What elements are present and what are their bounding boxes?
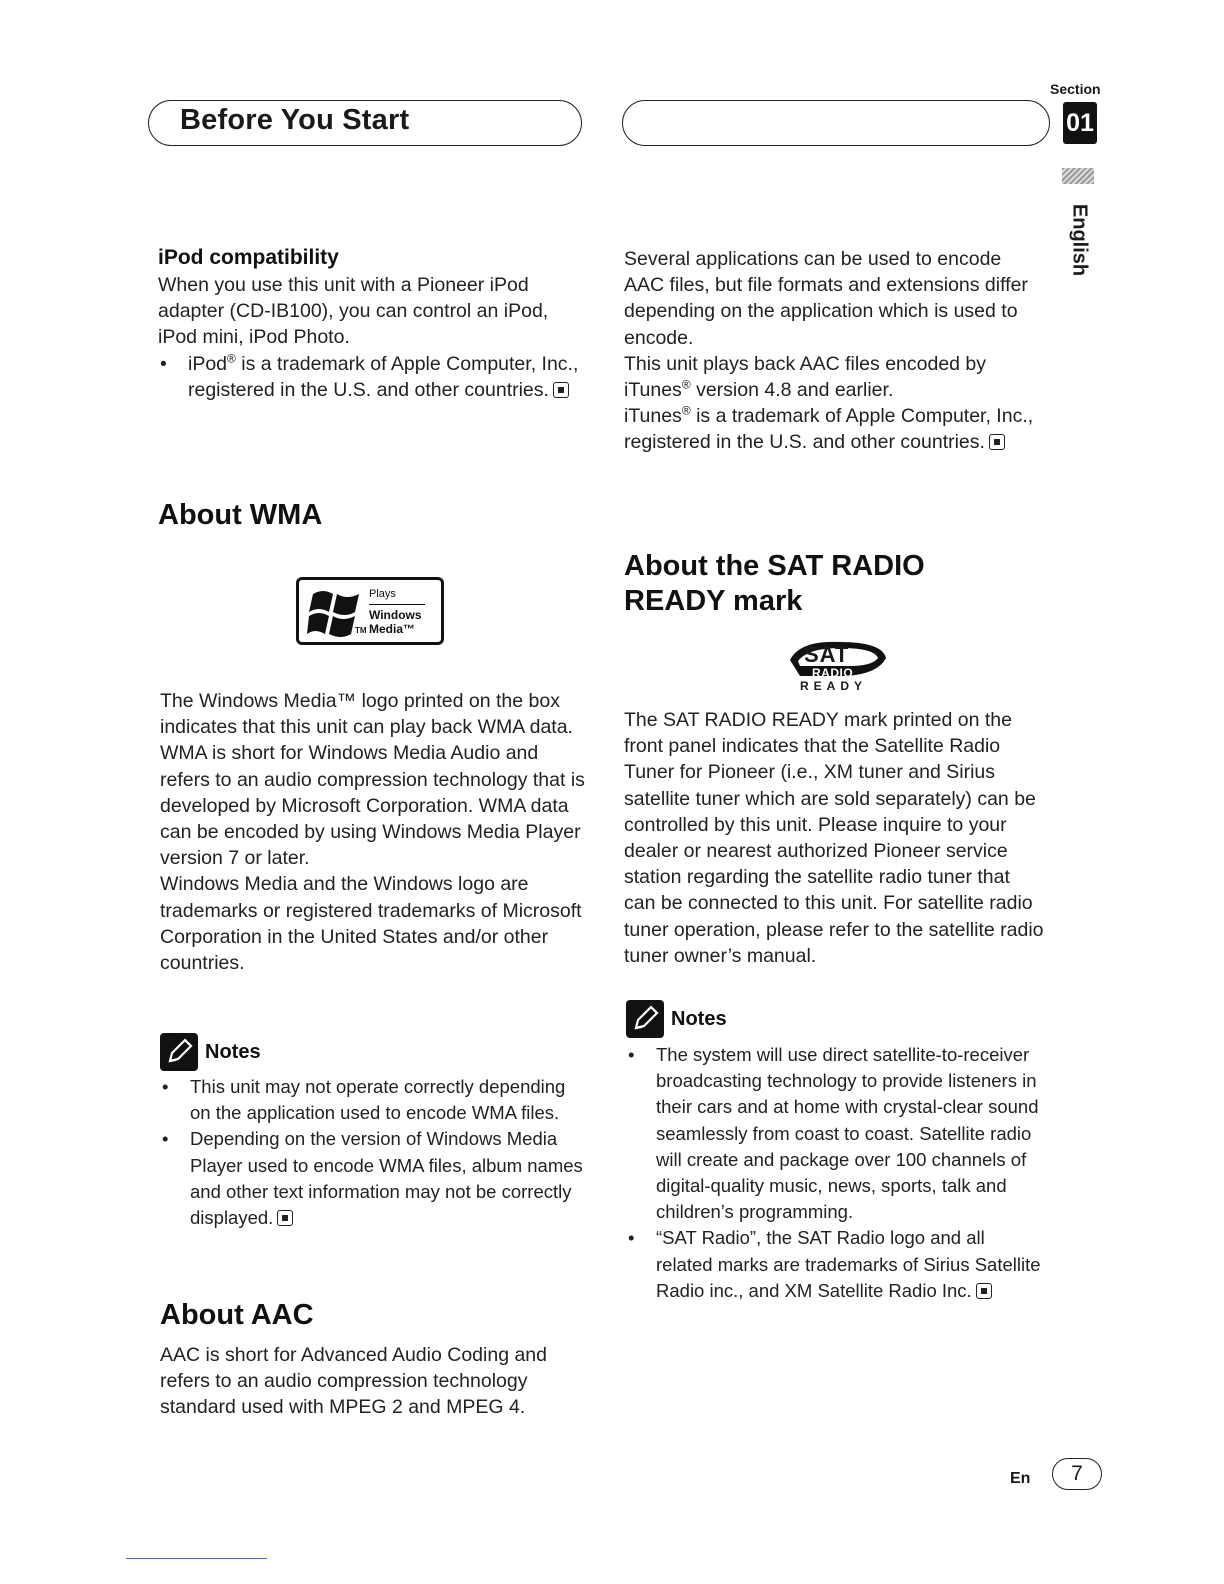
sat-notes-list xyxy=(626,1042,1044,1304)
sat-radio-ready-logo xyxy=(786,636,890,696)
ipod-paragraph: When you use this unit with a Pioneer iPod adapter (CD-IB100), you can control an iPod, iPod mini, iPod Photo. xyxy=(158,274,549,349)
section-number-badge: 01 xyxy=(1063,102,1097,144)
note-pencil-icon xyxy=(626,1000,664,1038)
logo-divider xyxy=(369,604,425,605)
notes-label: Notes xyxy=(671,1007,727,1030)
wma-body xyxy=(160,688,586,976)
wma-paragraph-1: The Windows Media™ logo printed on the box indicates that this unit can play back WMA data. xyxy=(160,690,573,739)
list-item: • Depending on the version of Windows Media Player used to encode WMA files, album names and other text information may not be correctly displayed. xyxy=(160,1126,588,1231)
page-number: 7 xyxy=(1052,1458,1102,1490)
end-mark-icon xyxy=(553,382,569,398)
aac-paragraph-2: Several applications can be used to encode AAC files, but file formats and extensions differ depending on the application which is used to encode. xyxy=(624,248,1028,349)
wma-paragraph-3: Windows Media and the Windows logo are trademarks or registered trademarks of Microsoft Corporation in the United States and/or other countries. xyxy=(160,873,582,975)
wma-notes-header xyxy=(160,1033,261,1071)
logo-plays: Plays xyxy=(369,588,396,600)
logo-windows: Windows xyxy=(369,608,422,622)
aac-paragraph: AAC is short for Advanced Audio Coding and refers to an audio compression technology standard used with MPEG 2 and MPEG 4. xyxy=(160,1344,547,1419)
sat-paragraph: The SAT RADIO READY mark printed on the front panel indicates that the Satellite Radio Tuner for Pioneer (i.e., XM tuner and Sirius satellite tuner which are sold separately) can be controlled by this unit. Please inquire to your dealer or nearest authorized Pioneer service station regarding the satellite radio tuner that can be connected to this unit. For satellite radio tuner operation, please refer to the satellite radio tuner owner’s manual. xyxy=(624,709,1044,967)
chapter-title: Before You Start xyxy=(180,104,410,136)
wma-paragraph-2: WMA is short for Windows Media Audio and refers to an audio compression technology that is developed by Microsoft Corporation. WMA data can be encoded by using Windows Media Player version 7 or later. xyxy=(160,742,585,870)
language-tab-label: English xyxy=(1068,203,1091,277)
list-item: • This unit may not operate correctly depending on the application used to encode WMA files. xyxy=(160,1074,588,1126)
list-item: • iPod® is a trademark of Apple Computer, Inc., registered in the U.S. and other countries. xyxy=(158,351,588,403)
footer-rule xyxy=(126,1558,267,1559)
end-mark-icon xyxy=(989,434,1005,450)
list-item: • “SAT Radio”, the SAT Radio logo and all related marks are trademarks of Sirius Satellite Radio inc., and XM Satellite Radio Inc. xyxy=(626,1225,1044,1304)
sat-logo-sat: SAT xyxy=(804,642,850,667)
aac-paragraph-4: iTunes® is a trademark of Apple Computer, Inc., registered in the U.S. and other countries. xyxy=(624,403,1034,454)
logo-media: Media™ xyxy=(369,622,416,636)
aac-continued xyxy=(624,246,1044,456)
language-tab xyxy=(1064,195,1094,285)
sat-heading: About the SAT RADIO READY mark xyxy=(624,550,925,617)
language-tab-bar xyxy=(1062,168,1094,184)
list-item: • The system will use direct satellite-to-receiver broadcasting technology to provide listeners in their cars and at home with crystal-clear sound seamlessly from coast to coast. Satellite radio will create and package over 100 channels of digital-quality music, news, sports, talk and children’s programming. xyxy=(626,1042,1044,1225)
end-mark-icon xyxy=(976,1283,992,1299)
ipod-section xyxy=(158,246,588,403)
logo-tm: TM xyxy=(355,626,367,635)
section-label: Section xyxy=(1050,81,1101,97)
aac-heading: About AAC xyxy=(160,1299,314,1331)
ipod-heading: iPod compatibility xyxy=(158,246,339,269)
windows-media-logo xyxy=(296,577,444,645)
wma-notes-list xyxy=(160,1074,588,1231)
ipod-bullets xyxy=(158,351,588,403)
language-code: En xyxy=(1010,1470,1031,1487)
sat-logo-radio: RADIO xyxy=(812,666,854,680)
wma-heading: About WMA xyxy=(158,499,323,531)
subtitle-frame xyxy=(622,100,1050,146)
aac-paragraph-3: This unit plays back AAC files encoded by iTunes® version 4.8 and earlier. xyxy=(624,352,987,402)
sat-notes-header xyxy=(626,1000,727,1038)
note-pencil-icon xyxy=(160,1033,198,1071)
sat-logo-ready: READY xyxy=(800,679,868,693)
end-mark-icon xyxy=(277,1210,293,1226)
notes-label: Notes xyxy=(205,1040,261,1063)
